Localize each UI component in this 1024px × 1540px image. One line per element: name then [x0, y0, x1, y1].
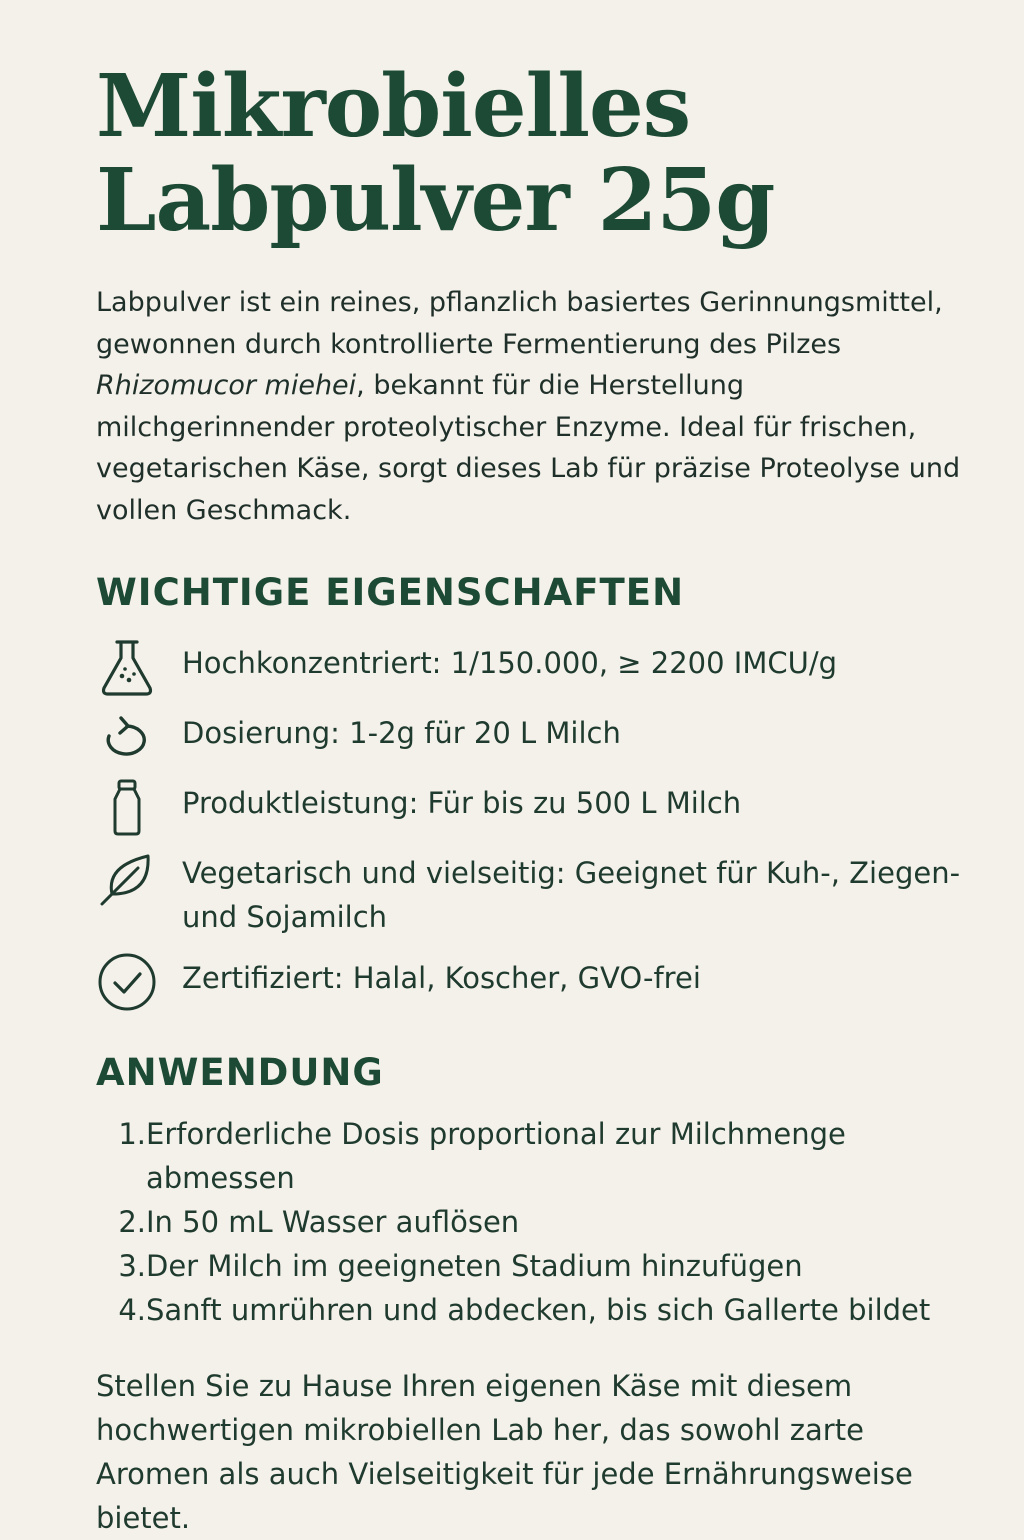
page-title	[96, 56, 986, 251]
usage-step	[96, 1112, 986, 1200]
step-text: In 50 mL Wasser auflösen	[146, 1205, 520, 1239]
intro-text-end: , bekannt für die Herstellung milchgerinnender proteolytischer Enzyme. Ideal für frischen, vegetarischen Käse, sorgt dieses Lab für präzise Proteolyse und vollen Geschmack.	[96, 370, 961, 526]
features-heading: WICHTIGE EIGENSCHAFTEN	[96, 571, 685, 614]
step-number: 2.	[118, 1205, 146, 1239]
closing-paragraph: Stellen Sie zu Hause Ihren eigenen Käse mit diesem hochwertigen mikrobiellen Lab her, das sowohl zarte Aromen als auch Vielseitigkeit für jede Ernährungsweise bietet.	[96, 1369, 913, 1535]
usage-step	[96, 1244, 986, 1288]
feature-item-dosage	[96, 706, 986, 768]
usage-step	[96, 1288, 986, 1332]
step-text: Der Milch im geeigneten Stadium hinzufügen	[146, 1249, 803, 1283]
leaf-icon	[96, 846, 158, 908]
feature-item-vegetarian	[96, 846, 986, 939]
feature-text: Hochkonzentriert: 1/150.000, ≥ 2200 IMCU/g	[182, 646, 838, 680]
check-circle-icon	[96, 951, 158, 1013]
intro-text-start: Labpulver ist ein reines, pflanzlich basiertes Gerinnungsmittel, gewonnen durch kontrollierte Fermentierung des Pilzes	[96, 287, 943, 360]
feature-text: Zertifiziert: Halal, Koscher, GVO-frei	[182, 961, 701, 995]
usage-step	[96, 1200, 986, 1244]
step-text: Sanft umrühren und abdecken, bis sich Gallerte bildet	[146, 1293, 931, 1327]
step-number: 1.	[118, 1117, 146, 1151]
flask-icon	[96, 636, 158, 698]
step-number: 4.	[118, 1293, 146, 1327]
feature-item-concentration	[96, 636, 986, 698]
usage-heading: ANWENDUNG	[96, 1051, 384, 1094]
product-sheet	[96, 56, 986, 1540]
feature-item-yield	[96, 776, 986, 838]
step-number: 3.	[118, 1249, 146, 1283]
step-text: Erforderliche Dosis proportional zur Milchmenge abmessen	[146, 1117, 846, 1195]
refresh-arrow-icon	[96, 706, 158, 768]
title-line-1: Mikrobielles	[96, 56, 691, 157]
feature-item-certified	[96, 951, 986, 1013]
bottle-icon	[96, 776, 158, 838]
title-line-2: Labpulver 25g	[96, 150, 775, 251]
feature-text: Dosierung: 1-2g für 20 L Milch	[182, 716, 621, 750]
intro-paragraph	[96, 282, 986, 531]
feature-text: Vegetarisch und vielseitig: Geeignet für Kuh-, Ziegen- und Sojamilch	[182, 856, 961, 934]
intro-species-name: Rhizomucor miehei	[96, 370, 357, 401]
feature-text: Produktleistung: Für bis zu 500 L Milch	[182, 786, 742, 820]
usage-steps-list	[96, 1112, 986, 1332]
features-list	[96, 636, 986, 1013]
